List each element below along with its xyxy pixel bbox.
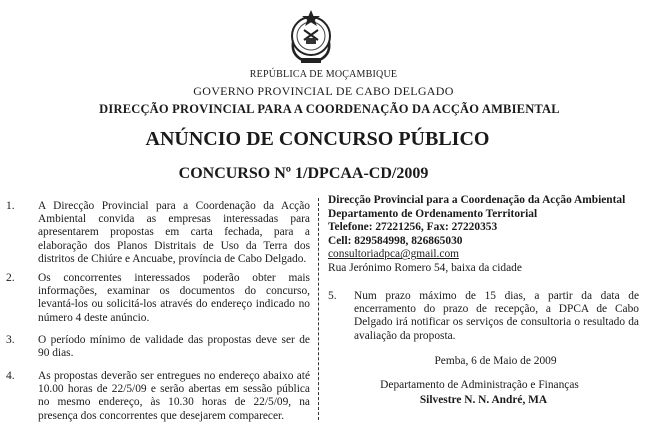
address-phone: Telefone: 27221256, Fax: 27220353 (328, 221, 498, 234)
signer-department: Departamento de Administração e Finanças (380, 379, 579, 391)
document-title: ANÚNCIO DE CONCURSO PÚBLICO (145, 128, 490, 150)
address-cell: Cell: 829584998, 826865030 (328, 234, 463, 247)
clause-text: O período mínimo de validade das propostas deve ser de 90 dias. (38, 334, 310, 360)
column-divider (318, 198, 319, 420)
clause-number: 1. (6, 200, 15, 212)
address-department: Departamento de Ordenamento Territorial (328, 207, 538, 220)
directorate-name: DIRECÇÃO PROVINCIAL PARA A COORDENAÇÃO DA ACÇÃO AMBIENTAL (99, 102, 560, 116)
address-org: Direcção Provincial para a Coordenação da Acção Ambiental (328, 194, 626, 206)
mozambique-emblem-icon (287, 6, 335, 66)
left-column (0, 194, 332, 434)
contact-address-block (328, 194, 643, 276)
signer-name: Silvestre N. N. André, MA (419, 394, 548, 406)
clause-number: 4. (6, 370, 15, 382)
clause-text: Os concorrentes interessados poderão obter mais informações, examinar os documentos do concurso, levantá-los ou solicitá-los através do endereço indicado no número 4 deste anúncio. (38, 272, 310, 324)
clause-number: 5. (328, 290, 337, 302)
clause-number: 2. (6, 272, 15, 284)
address-email-link[interactable]: consultoriadpca@gmail.com (328, 248, 460, 261)
clause-text: A Direcção Provincial para a Coordenação da Acção Ambiental convida as empresas interessadas para apresentarem propostas em carta fechada, para a elaboração dos Planos Distritais de Uso da Terra dos distritos de Chiúre e Ancuabe, província de Cabo Delgado. (38, 200, 310, 265)
tender-number: CONCURSO Nº 1/DPCAA-CD/2009 (178, 165, 429, 182)
place-and-date: Pemba, 6 de Maio de 2009 (434, 355, 557, 367)
clause-text: Num prazo máximo de 15 dias, a partir da data de encerramento do prazo de recepção, a DPCA de Cabo Delgado irá notificar os serviços de consultoria o resultado da avaliação da proposta. (354, 290, 639, 342)
clause-text: As propostas deverão ser entregues no endereço abaixo até 10.00 horas de 22/5/09 e serão abertas em sessão pública no mesmo endereço, às 10.30 horas de 22/5/09, na presença dos concorrentes que desejarem comparecer. (38, 370, 310, 422)
right-column (328, 194, 643, 434)
clause-number: 3. (6, 334, 15, 346)
government-name: GOVERNO PROVINCIAL DE CABO DELGADO (193, 84, 454, 98)
republic-name: REPÚBLICA DE MOÇAMBIQUE (249, 69, 398, 80)
address-street: Rua Jerónimo Romero 54, baixa da cidade (328, 261, 522, 274)
